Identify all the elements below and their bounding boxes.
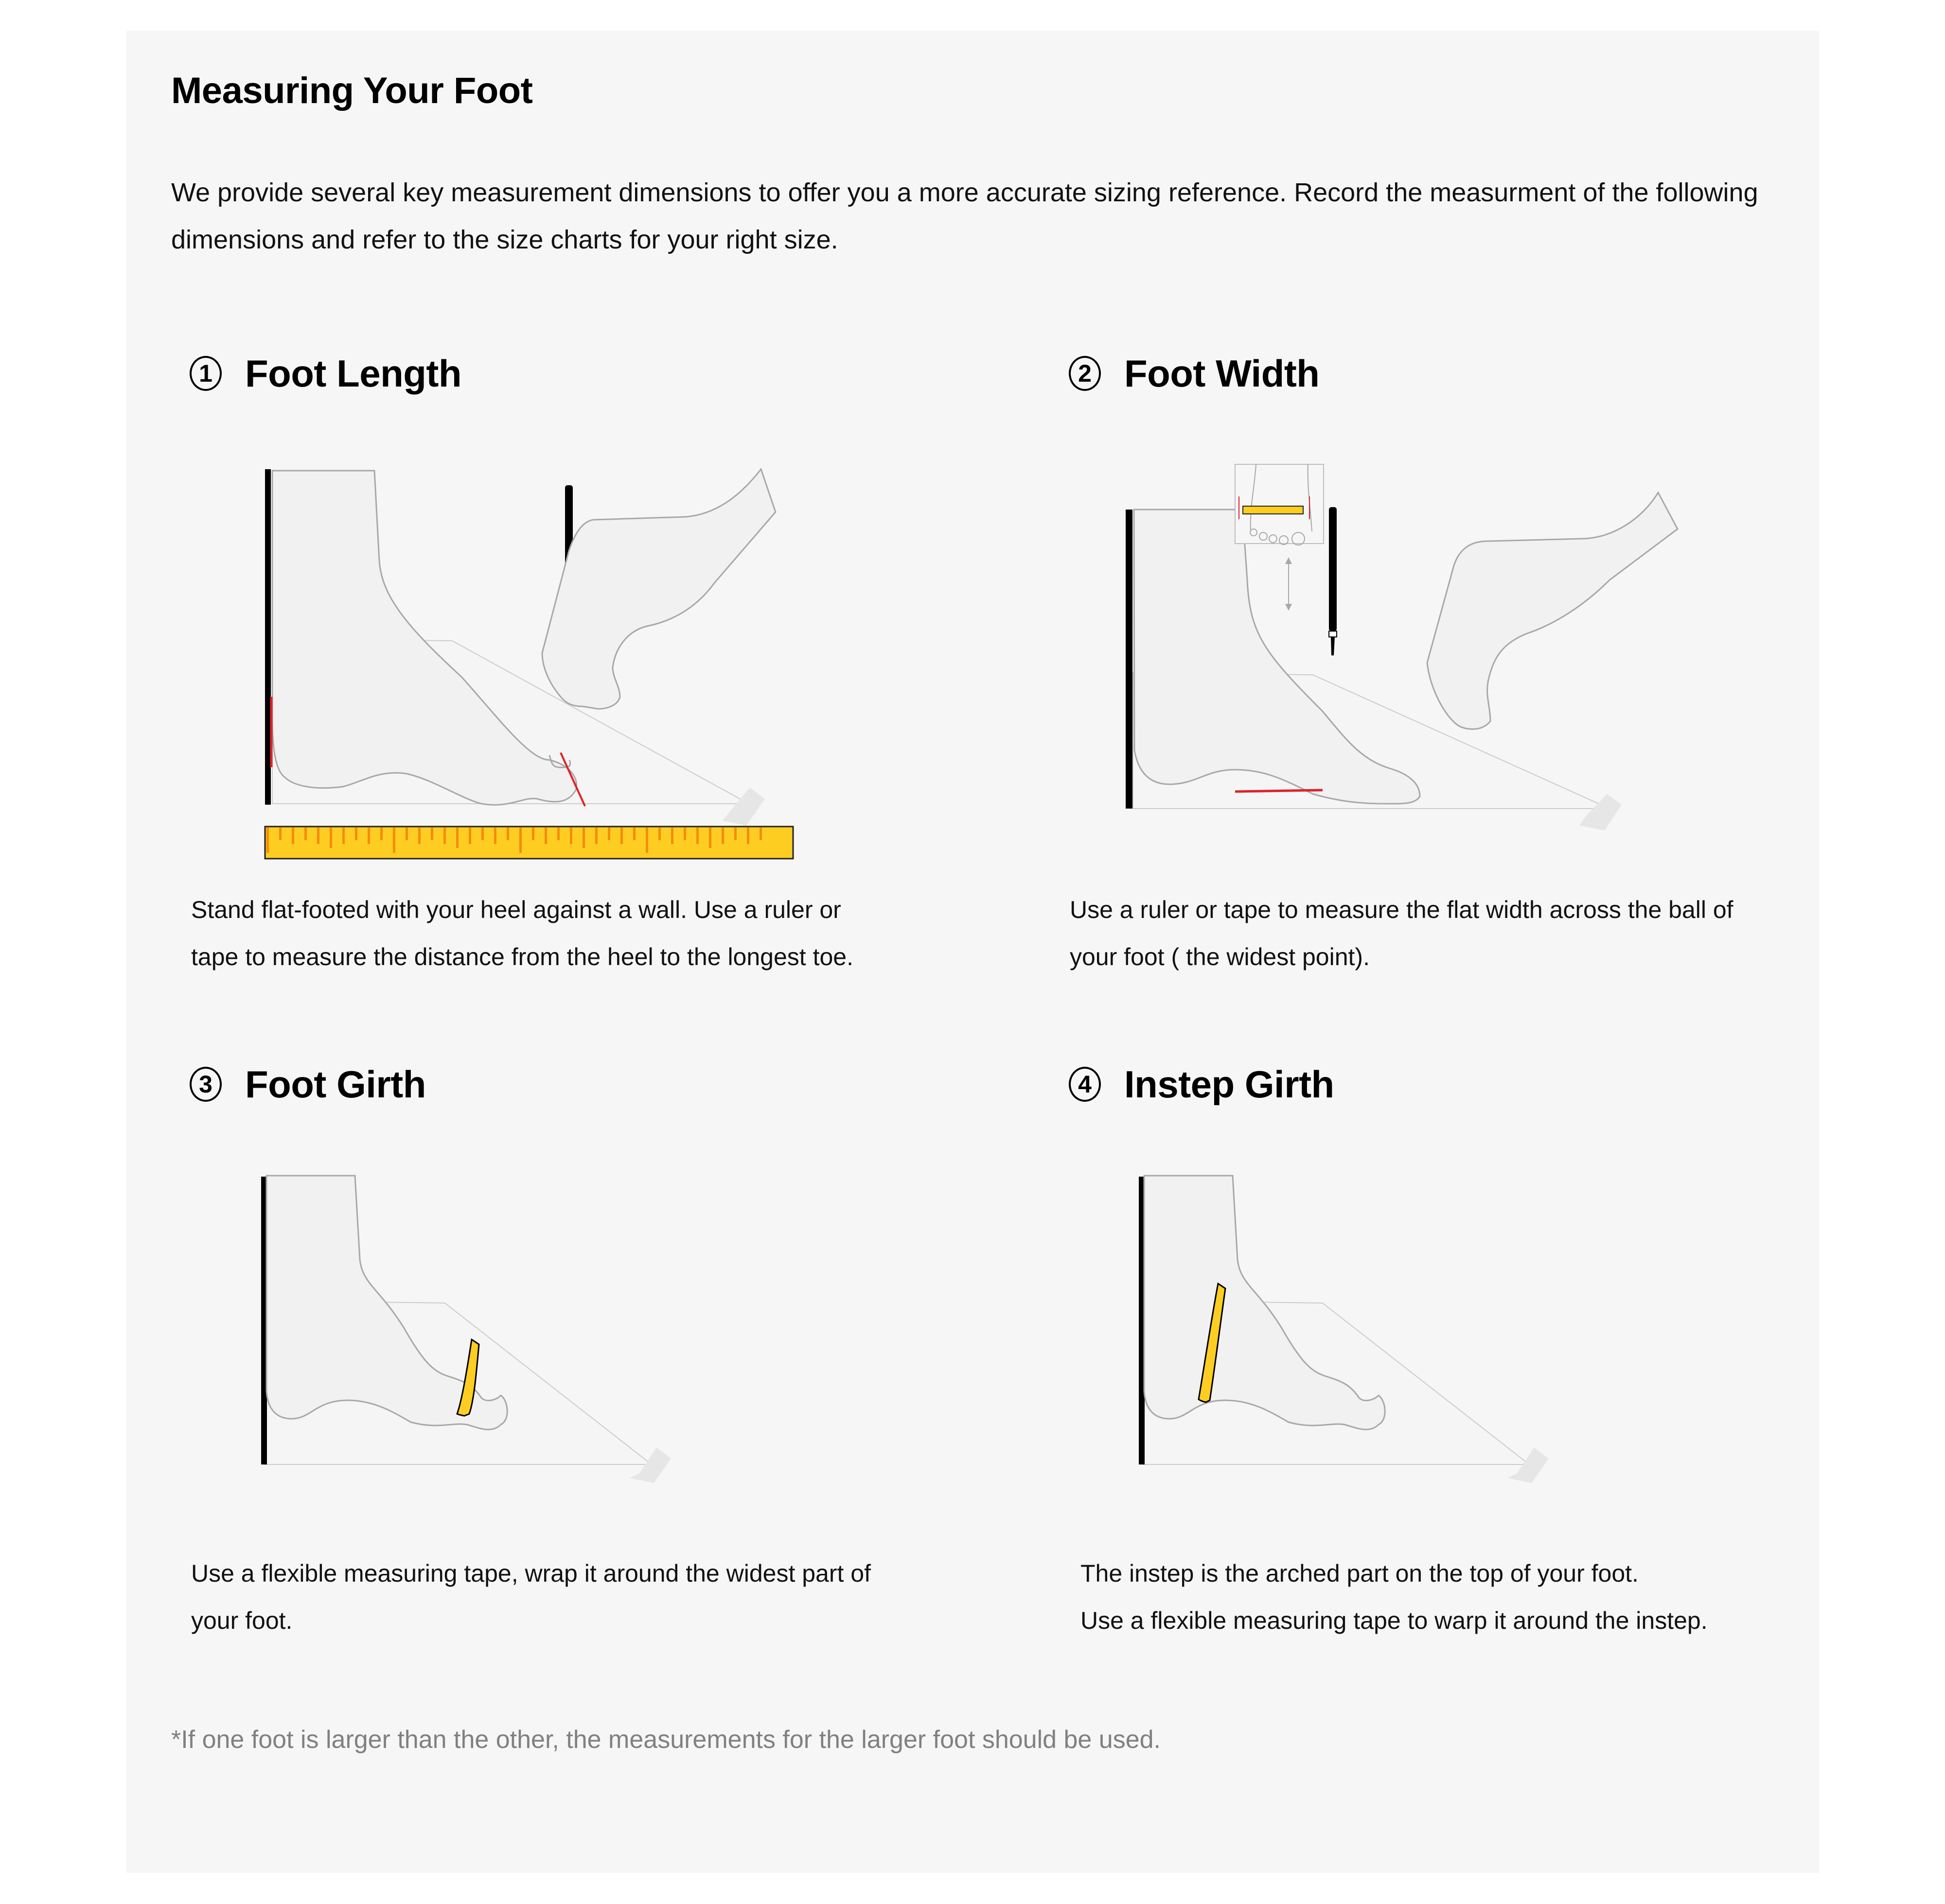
ruler-tick <box>368 828 370 844</box>
wall-icon <box>1126 510 1132 809</box>
ruler-tick <box>317 828 319 844</box>
ruler-tick <box>709 828 711 848</box>
ruler-tick <box>646 828 648 853</box>
page-title: Measuring Your Foot <box>171 70 533 111</box>
description-line: Stand flat-footed with your heel against a wall. Use a ruler or <box>191 896 841 923</box>
ruler-tick <box>633 828 636 840</box>
ruler-tick <box>519 828 522 853</box>
ruler-tick <box>304 828 307 840</box>
description-line: Use a flexible measuring tape to warp it around the instep. <box>1080 1607 1708 1634</box>
foot-girth-illustration <box>243 1167 827 1517</box>
ruler-tick <box>456 828 459 848</box>
ruler-tick <box>355 828 357 840</box>
ruler-tick <box>684 828 686 840</box>
ruler-tick <box>722 828 724 844</box>
foot-width-illustration <box>1118 420 1702 833</box>
ruler-tick <box>494 828 496 844</box>
ruler-tick <box>557 828 560 840</box>
pen-icon <box>1329 507 1337 655</box>
section-description <box>191 886 853 981</box>
section-description <box>1080 1550 1708 1644</box>
hand-icon <box>542 469 776 709</box>
mini-ruler-icon <box>1243 506 1303 514</box>
vertical-arrow-icon <box>1285 557 1292 611</box>
width-marker <box>1235 790 1323 792</box>
ruler-tick <box>431 828 433 840</box>
circled-number-4-icon: 4 <box>1069 1067 1101 1102</box>
circled-number-1-icon: 1 <box>190 356 222 391</box>
ruler-tick <box>330 828 332 848</box>
ruler-tick <box>418 828 421 844</box>
section-header <box>190 1058 426 1111</box>
footnote: *If one foot is larger than the other, the measurements for the larger foot should be used. <box>171 1726 1161 1754</box>
ruler-tick <box>532 828 534 840</box>
ruler-tick <box>443 828 446 844</box>
ruler-tick <box>570 828 572 844</box>
ruler-tick <box>658 828 661 840</box>
ruler-tick <box>620 828 623 844</box>
ruler-tick <box>406 828 408 840</box>
ruler-tick <box>671 828 673 844</box>
section-title: Foot Girth <box>245 1062 426 1106</box>
description-line: Use a flexible measuring tape, wrap it around the widest part of <box>191 1560 871 1587</box>
ruler-tick <box>545 828 547 844</box>
ruler-tick <box>747 828 749 844</box>
section-title: Instep Girth <box>1124 1062 1334 1106</box>
hand-icon <box>1427 493 1678 729</box>
section-title: Foot Length <box>245 352 462 395</box>
description-line: tape to measure the distance from the heel to the longest toe. <box>191 943 853 970</box>
ruler-tick <box>595 828 598 844</box>
ruler-tick <box>469 828 471 844</box>
measuring-guide-panel <box>126 31 1819 1873</box>
section-description <box>191 1550 871 1644</box>
circled-number-2-icon: 2 <box>1069 356 1101 391</box>
description-line: The instep is the arched part on the top of your foot. <box>1080 1560 1639 1587</box>
ruler-tick <box>734 828 737 840</box>
intro-paragraph: We provide several key measurement dimensions to offer you a more accurate sizing reference. Record the measurment of the following dimensions and refer to the size charts for your right size. <box>171 178 1758 254</box>
section-title: Foot Width <box>1124 352 1320 395</box>
foot-length-illustration <box>258 463 841 877</box>
description-line: Use a ruler or tape to measure the flat width across the ball of <box>1070 896 1733 923</box>
section-description <box>1070 886 1733 981</box>
ruler-icon <box>265 827 793 859</box>
section-header <box>1069 347 1319 400</box>
ruler-tick <box>393 828 395 853</box>
description-line: your foot ( the widest point). <box>1070 943 1370 970</box>
circled-number-3-icon: 3 <box>190 1067 222 1102</box>
inset-foot-top-view <box>1235 464 1324 545</box>
ruler-tick <box>380 828 383 840</box>
ruler-tick <box>292 828 294 844</box>
ruler-tick <box>696 828 699 844</box>
ruler-tick <box>583 828 585 848</box>
foot-icon <box>272 471 577 805</box>
ruler-tick <box>342 828 345 844</box>
ruler-tick <box>481 828 484 840</box>
instep-girth-illustration <box>1121 1167 1704 1517</box>
description-line: your foot. <box>191 1607 293 1634</box>
section-header <box>190 347 461 400</box>
ruler-tick <box>266 828 269 853</box>
section-header <box>1069 1058 1334 1111</box>
ruler-tick <box>507 828 509 840</box>
wall-icon <box>265 469 271 805</box>
ruler-tick <box>279 828 282 840</box>
ruler-tick <box>608 828 610 840</box>
ruler-tick <box>760 828 762 840</box>
